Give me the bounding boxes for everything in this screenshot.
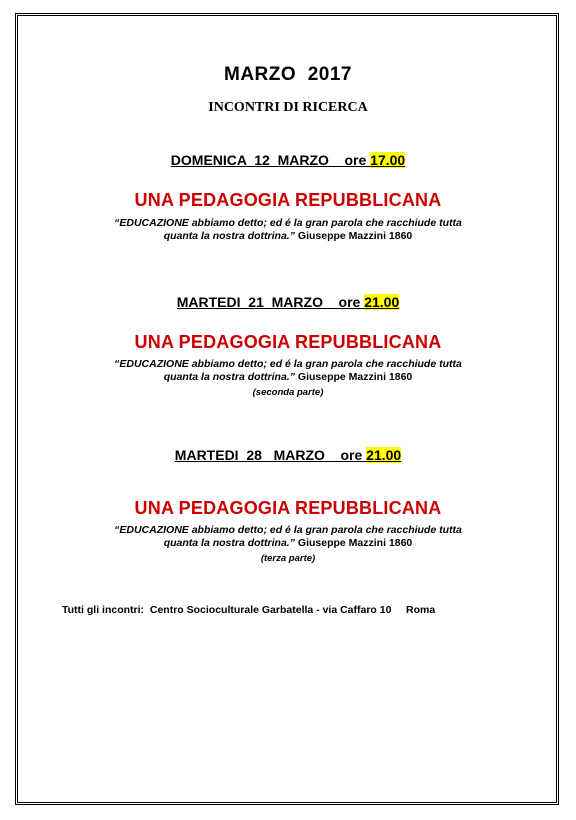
- quote-line-1: “EDUCAZIONE abbiamo detto; ed é la gran parola che racchiude tutta: [114, 217, 462, 229]
- page-border: [15, 13, 559, 805]
- quote-author: Giuseppe Mazzini 1860: [294, 537, 413, 549]
- event-date-line: [0, 294, 576, 310]
- quote-author: Giuseppe Mazzini 1860: [294, 371, 413, 383]
- event-time: 17.00: [370, 152, 406, 168]
- event-note: (seconda parte): [252, 387, 324, 398]
- event-note: (terza parte): [260, 553, 316, 564]
- page-subtitle: INCONTRI DI RICERCA: [208, 100, 368, 115]
- quote-line-1: “EDUCAZIONE abbiamo detto; ed é la gran parola che racchiude tutta: [114, 524, 462, 536]
- event-quote: [0, 217, 576, 243]
- venue-footer: Tutti gli incontri: Centro Socioculturale Garbatella - via Caffaro 10 Roma: [62, 604, 436, 616]
- event-title: UNA PEDAGOGIA REPUBBLICANA: [134, 190, 442, 210]
- quote-line-2: quanta la nostra dottrina.”: [163, 537, 295, 549]
- event-time: 21.00: [364, 294, 400, 310]
- event-quote: [0, 358, 576, 384]
- event-title: UNA PEDAGOGIA REPUBBLICANA: [134, 498, 442, 518]
- event-quote: [0, 524, 576, 550]
- event-date: DOMENICA 12 MARZO ore: [170, 152, 371, 168]
- event-time: 21.00: [366, 447, 402, 463]
- event-date: MARTEDI 28 MARZO ore: [174, 447, 367, 463]
- quote-line-2: quanta la nostra dottrina.”: [163, 371, 295, 383]
- event-title: UNA PEDAGOGIA REPUBBLICANA: [134, 332, 442, 352]
- event-date-line: [0, 152, 576, 168]
- quote-line-1: “EDUCAZIONE abbiamo detto; ed é la gran parola che racchiude tutta: [114, 358, 462, 370]
- quote-author: Giuseppe Mazzini 1860: [294, 230, 413, 242]
- event-date-line: [0, 447, 576, 463]
- quote-line-2: quanta la nostra dottrina.”: [163, 230, 295, 242]
- page-title: MARZO 2017: [224, 64, 352, 85]
- event-date: MARTEDI 21 MARZO ore: [176, 294, 365, 310]
